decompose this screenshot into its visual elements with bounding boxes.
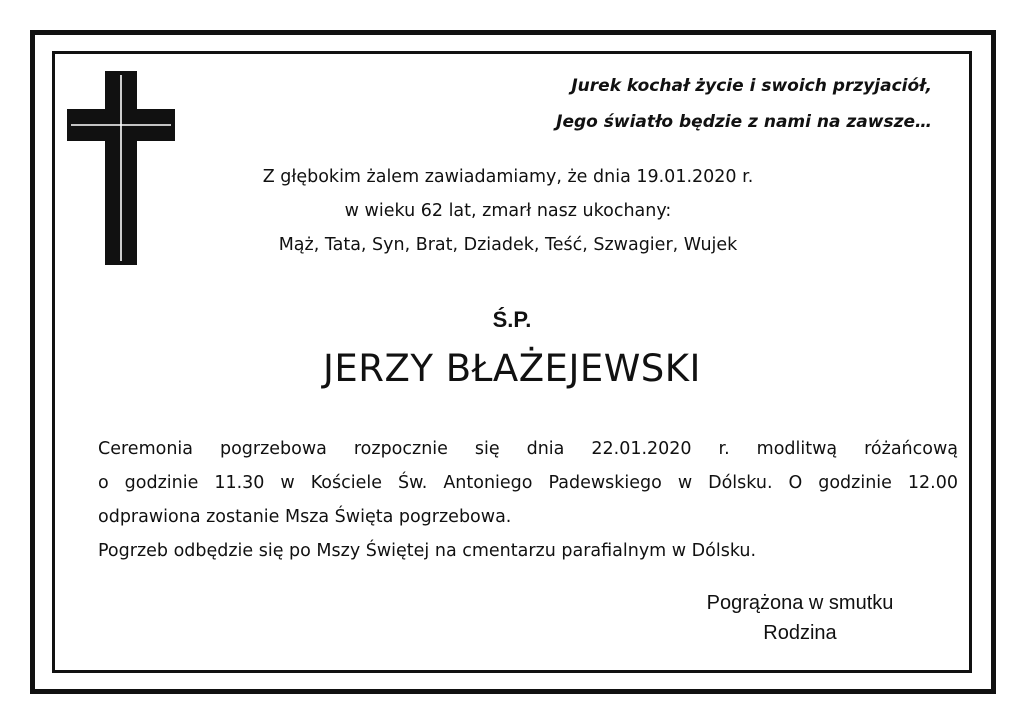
signature-line-1: Pogrążona w smutku (706, 592, 894, 614)
ceremony-line-2: o godzinie 11.30 w Kościele Św. Antoniego Padewskiego w Dólsku. O godzinie 12.00 (98, 473, 958, 493)
epigraph-line-2: Jego światło będzie z nami na zawsze… (556, 112, 932, 132)
ceremony-line-3: odprawiona zostanie Msza Święta pogrzebowa. (98, 507, 512, 527)
announcement-line-1: Z głębokim żalem zawiadamiamy, że dnia 19.01.2020 r. (262, 167, 754, 187)
signature (660, 588, 940, 648)
deceased-name: JERZY BŁAŻEJEWSKI (323, 347, 701, 390)
epigraph-line-1: Jurek kochał życie i swoich przyjaciół, (571, 76, 932, 96)
epigraph (412, 68, 932, 140)
ceremony-line-4: Pogrzeb odbędzie się po Mszy Świętej na cmentarzu parafialnym w Dólsku. (98, 541, 757, 561)
deceased-prefix: Ś.P. (492, 307, 532, 332)
announcement-line-2: w wieku 62 lat, zmarł nasz ukochany: (344, 201, 672, 221)
announcement (200, 160, 816, 262)
signature-line-2: Rodzina (763, 622, 837, 644)
ceremony-line-1: Ceremonia pogrzebowa rozpocznie się dnia 22.01.2020 r. modlitwą różańcową (98, 439, 958, 459)
ceremony-details (98, 432, 958, 568)
cross-icon (67, 71, 175, 265)
announcement-line-3: Mąż, Tata, Syn, Brat, Dziadek, Teść, Szwagier, Wujek (278, 235, 738, 255)
